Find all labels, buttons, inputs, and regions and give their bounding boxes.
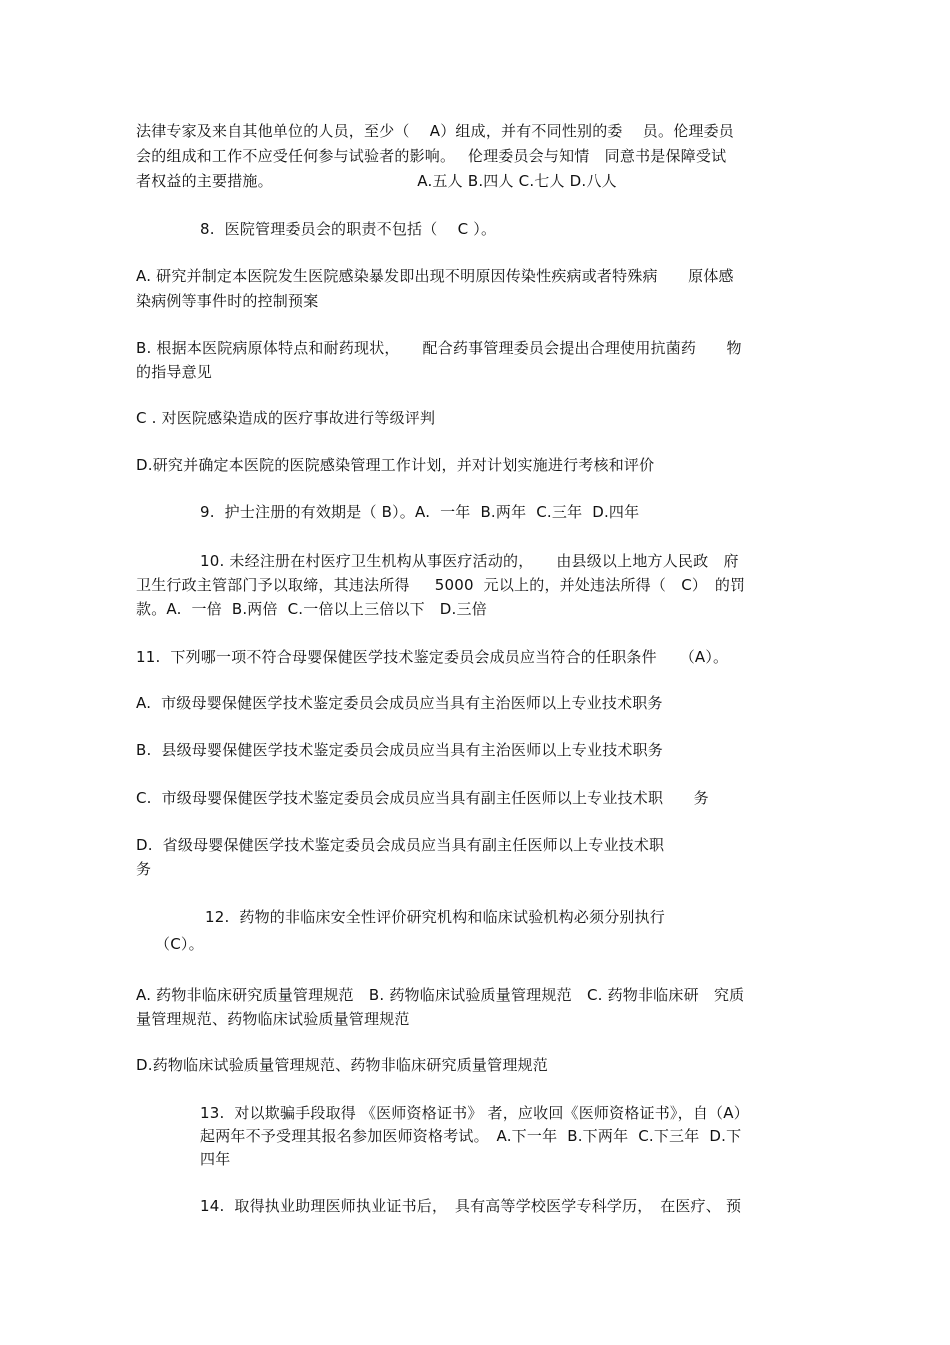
text-line: D.研究并确定本医院的医院感染管理工作计划，并对计划实施进行考核和评价 (136, 456, 655, 474)
question-13: 13. 对以欺骗手段取得 《医师资格证书》 者，应收回《医师资格证书》，自（A） (200, 1104, 749, 1122)
text-line: C. 市级母婴保健医学技术鉴定委员会成员应当具有副主任医师以上专业技术职 务 (136, 789, 709, 807)
text-line: A. 市级母婴保健医学技术鉴定委员会成员应当具有主治医师以上专业技术职务 (136, 694, 663, 712)
text-line: A. 研究并制定本医院发生医院感染暴发即出现不明原因传染性疾病或者特殊病 原体感 (136, 267, 734, 285)
text-line: C . 对医院感染造成的医疗事故进行等级评判 (136, 409, 436, 427)
question-9: 9. 护士注册的有效期是（ B）。A. 一年 B.两年 C.三年 D.四年 (200, 503, 640, 521)
text-line: 者权益的主要措施。 A.五人 B.四人 C.七人 D.八人 (136, 172, 617, 190)
text-line: D. 省级母婴保健医学技术鉴定委员会成员应当具有副主任医师以上专业技术职 (136, 836, 665, 854)
text-line: 的指导意见 (136, 363, 213, 381)
text-line: B. 县级母婴保健医学技术鉴定委员会成员应当具有主治医师以上专业技术职务 (136, 741, 663, 759)
text-line: 法律专家及来自其他单位的人员，至少（ A）组成，并有不同性别的委 员。伦理委员 (136, 122, 735, 140)
text-line: 务 (136, 860, 152, 878)
text-line: B. 根据本医院病原体特点和耐药现状， 配合药事管理委员会提出合理使用抗菌药 物 (136, 339, 742, 357)
text-line: 款。A. 一倍 B.两倍 C.一倍以上三倍以下 D.三倍 (136, 600, 487, 618)
question-12: 12. 药物的非临床安全性评价研究机构和临床试验机构必须分别执行 (205, 908, 665, 926)
text-line: 卫生行政主管部门予以取缔，其违法所得 5000 元以上的，并处违法所得（ C） 的罚 (136, 576, 746, 594)
question-11: 11. 下列哪一项不符合母婴保健医学技术鉴定委员会成员应当符合的任职条件 （A）。 (136, 648, 729, 666)
question-14: 14. 取得执业助理医师执业证书后， 具有高等学校医学专科学历， 在医疗、 预 (200, 1197, 742, 1215)
text-line: 量管理规范、药物临床试验质量管理规范 (136, 1010, 410, 1028)
question-8: 8. 医院管理委员会的职责不包括（ C ）。 (200, 220, 497, 238)
text-line: 起两年不予受理其报名参加医师资格考试。 A.下一年 B.下两年 C.下三年 D.下 (200, 1127, 742, 1145)
question-10: 10. 未经注册在村医疗卫生机构从事医疗活动的， 由县级以上地方人民政 府 (200, 552, 739, 570)
text-line: D.药物临床试验质量管理规范、药物非临床研究质量管理规范 (136, 1056, 548, 1074)
text-line: 染病例等事件时的控制预案 (136, 292, 319, 310)
text-line: 四年 (200, 1150, 231, 1168)
text-line: A. 药物非临床研究质量管理规范 B. 药物临床试验质量管理规范 C. 药物非临床研 究质 (136, 986, 745, 1004)
text-line: （C）。 (155, 935, 204, 953)
text-line: 会的组成和工作不应受任何参与试验者的影响。 伦理委员会与知情 同意书是保障受试 (136, 147, 727, 165)
